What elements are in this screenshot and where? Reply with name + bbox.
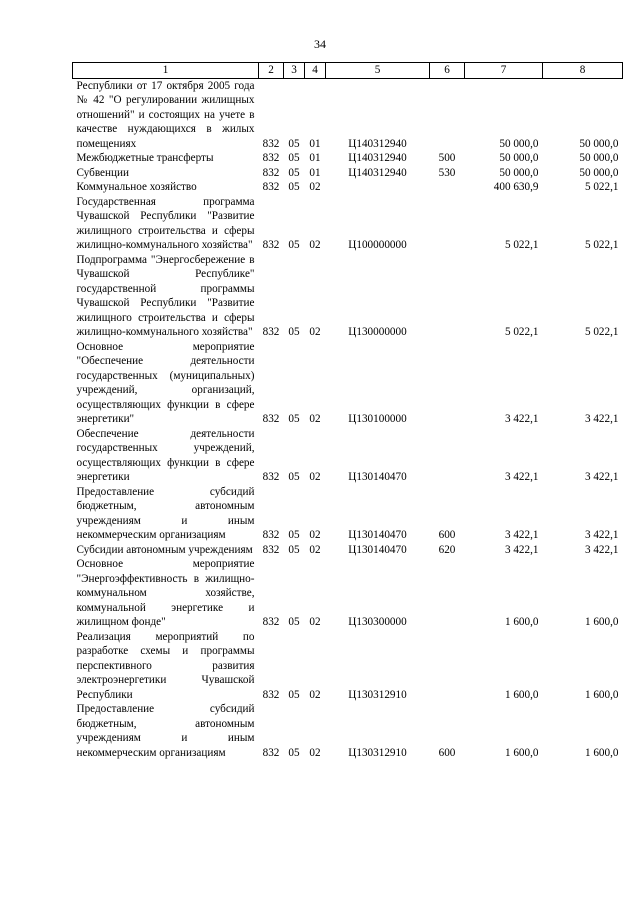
row-sum-2-cell: 50 000,0 [579, 166, 619, 179]
row-section-cell: 05 [288, 413, 300, 425]
row-subsection-cell: 02 [309, 688, 321, 701]
row-sum-2-cell: 1 600,0 [584, 688, 619, 701]
row-subsection-cell: 01 [309, 137, 321, 150]
row-sum-2-cell: 3 422,1 [584, 529, 619, 541]
row-sum-2-cell: 3 422,1 [584, 413, 619, 425]
row-name-cell: Подпрограмма "Энергосбережение в Чувашской Республике" государственной программы Чувашской Республики "Развитие жилищного строительства и сферы жилищно-коммунального хозяйства" [76, 253, 255, 338]
row-expense-type-cell [430, 195, 465, 253]
header-row [73, 63, 623, 79]
row-section-cell: 05 [288, 326, 300, 338]
table-row [73, 78, 623, 151]
row-target-article-cell: Ц140312940 [348, 137, 407, 150]
budget-table [72, 62, 623, 760]
table-row [73, 195, 623, 253]
row-subsection-cell: 02 [309, 543, 321, 556]
row-expense-type-cell [430, 253, 465, 340]
row-expense-type-cell: 600 [438, 746, 456, 759]
table-row [73, 166, 623, 181]
row-subsection-cell: 02 [309, 746, 321, 759]
table-row [73, 485, 623, 543]
row-target-article-cell: Ц130312910 [348, 746, 407, 759]
row-sum-1-cell: 1 600,0 [504, 616, 539, 628]
row-section-cell: 05 [288, 746, 300, 759]
row-section-cell: 05 [288, 181, 300, 193]
row-grbs-cell: 832 [262, 152, 280, 164]
row-subsection-cell: 02 [309, 529, 321, 541]
row-grbs-cell: 832 [262, 137, 280, 150]
row-name-cell: Предоставление субсидий бюджетным, автономным учреждениям и иным некоммерческим организациям [76, 485, 255, 541]
row-target-article-cell: Ц130000000 [348, 326, 407, 338]
row-target-article-cell: Ц100000000 [348, 239, 407, 251]
row-target-article-cell: Ц130140470 [348, 471, 407, 483]
row-sum-2-cell: 5 022,1 [584, 239, 619, 251]
row-name-cell: Субсидии автономным учреждениям [76, 543, 253, 556]
row-name-cell: Межбюджетные трансферты [76, 152, 214, 164]
row-sum-1-cell: 50 000,0 [499, 166, 539, 179]
row-section-cell: 05 [288, 166, 300, 179]
row-grbs-cell: 832 [262, 746, 280, 759]
row-grbs-cell: 832 [262, 529, 280, 541]
row-expense-type-cell: 600 [438, 529, 456, 541]
row-name-cell: Республики от 17 октября 2005 года № 42 "О регулировании жилищных отношений" и состоящих на учете в качестве нуждающихся в жилых помещениях [76, 79, 255, 150]
row-sum-1-cell: 400 630,9 [493, 181, 539, 193]
table-row [73, 180, 623, 195]
row-grbs-cell: 832 [262, 326, 280, 338]
row-subsection-cell: 02 [309, 181, 321, 193]
row-sum-1-cell: 3 422,1 [504, 529, 539, 541]
row-name-cell: Основное мероприятие "Обеспечение деятельности государственных (муниципальных) учреждений, организаций, осуществляющих функции в сфере энергетики" [76, 340, 255, 425]
row-expense-type-cell [430, 78, 465, 151]
table-row [73, 340, 623, 427]
table-row [73, 702, 623, 760]
column-header: 3 [284, 63, 305, 79]
table-row [73, 630, 623, 703]
row-sum-1-cell: 50 000,0 [499, 137, 539, 150]
column-header: 1 [73, 63, 259, 79]
row-grbs-cell: 832 [262, 616, 280, 628]
row-grbs-cell: 832 [262, 543, 280, 556]
column-header: 6 [430, 63, 465, 79]
column-header: 5 [326, 63, 430, 79]
row-section-cell: 05 [288, 616, 300, 628]
row-section-cell: 05 [288, 152, 300, 164]
row-target-article-cell: Ц140312940 [348, 152, 407, 164]
row-name-cell: Субвенции [76, 166, 129, 179]
row-sum-2-cell: 5 022,1 [584, 326, 619, 338]
row-name-cell: Коммунальное хозяйство [76, 181, 197, 193]
row-name-cell: Основное мероприятие "Энергоэффективность в жилищно-коммунальном хозяйстве, коммунальной энергетике и жилищном фонде" [76, 558, 255, 628]
row-subsection-cell: 02 [309, 239, 321, 251]
row-grbs-cell: 832 [262, 688, 280, 701]
table-row [73, 557, 623, 630]
table-row [73, 543, 623, 558]
column-header: 2 [259, 63, 284, 79]
row-sum-2-cell: 1 600,0 [584, 746, 619, 759]
row-sum-1-cell: 50 000,0 [499, 152, 539, 164]
row-subsection-cell: 01 [309, 152, 321, 164]
row-expense-type-cell [430, 427, 465, 485]
row-sum-2-cell: 5 022,1 [584, 181, 619, 193]
row-expense-type-cell [430, 630, 465, 703]
row-sum-2-cell: 3 422,1 [584, 543, 619, 556]
row-section-cell: 05 [288, 529, 300, 541]
row-sum-1-cell: 3 422,1 [504, 543, 539, 556]
row-name-cell: Государственная программа Чувашской Республики "Развитие жилищного строительства и сферы жилищно-коммунального хозяйства" [76, 195, 255, 251]
page-number: 34 [314, 37, 326, 51]
row-expense-type-cell: 530 [438, 166, 456, 179]
row-section-cell: 05 [288, 471, 300, 483]
row-target-article-cell: Ц130312910 [348, 688, 407, 701]
row-expense-type-cell: 620 [438, 543, 456, 556]
row-grbs-cell: 832 [262, 166, 280, 179]
row-target-article-cell: Ц130140470 [348, 543, 407, 556]
row-grbs-cell: 832 [262, 181, 280, 193]
row-target-article-cell: Ц130100000 [348, 413, 407, 425]
row-subsection-cell: 02 [309, 413, 321, 425]
row-sum-2-cell: 3 422,1 [584, 471, 619, 483]
column-header: 4 [305, 63, 326, 79]
row-sum-1-cell: 1 600,0 [504, 688, 539, 701]
row-sum-1-cell: 1 600,0 [504, 746, 539, 759]
row-sum-1-cell: 5 022,1 [504, 326, 539, 338]
table-row [73, 253, 623, 340]
row-name-cell: Предоставление субсидий бюджетным, автономным учреждениям и иным некоммерческим организациям [76, 703, 255, 759]
row-subsection-cell: 02 [309, 616, 321, 628]
row-expense-type-cell: 500 [438, 152, 456, 164]
row-target-article-cell: Ц130300000 [348, 616, 407, 628]
table-row [73, 151, 623, 166]
row-name-cell: Обеспечение деятельности государственных учреждений, осуществляющих функции в сфере энергетики [76, 427, 255, 483]
row-section-cell: 05 [288, 543, 300, 556]
row-subsection-cell: 01 [309, 166, 321, 179]
row-target-article-cell: Ц130140470 [348, 529, 407, 541]
table-body [73, 78, 623, 760]
column-header: 8 [543, 63, 623, 79]
row-sum-2-cell: 1 600,0 [584, 616, 619, 628]
row-section-cell: 05 [288, 137, 300, 150]
row-section-cell: 05 [288, 688, 300, 701]
row-grbs-cell: 832 [262, 413, 280, 425]
row-name-cell: Реализация мероприятий по разработке схемы и программы перспективного развития электроэнергетики Чувашской Республики [76, 630, 255, 701]
row-sum-2-cell: 50 000,0 [579, 137, 619, 150]
row-target-article-cell [326, 180, 430, 195]
row-expense-type-cell [430, 557, 465, 630]
row-subsection-cell: 02 [309, 326, 321, 338]
table-row [73, 427, 623, 485]
row-grbs-cell: 832 [262, 239, 280, 251]
row-sum-2-cell: 50 000,0 [579, 152, 619, 164]
row-expense-type-cell [430, 340, 465, 427]
row-target-article-cell: Ц140312940 [348, 166, 407, 179]
column-header: 7 [465, 63, 543, 79]
row-expense-type-cell [430, 180, 465, 195]
row-sum-1-cell: 3 422,1 [504, 413, 539, 425]
row-sum-1-cell: 3 422,1 [504, 471, 539, 483]
row-subsection-cell: 02 [309, 471, 321, 483]
row-section-cell: 05 [288, 239, 300, 251]
row-grbs-cell: 832 [262, 471, 280, 483]
row-sum-1-cell: 5 022,1 [504, 239, 539, 251]
